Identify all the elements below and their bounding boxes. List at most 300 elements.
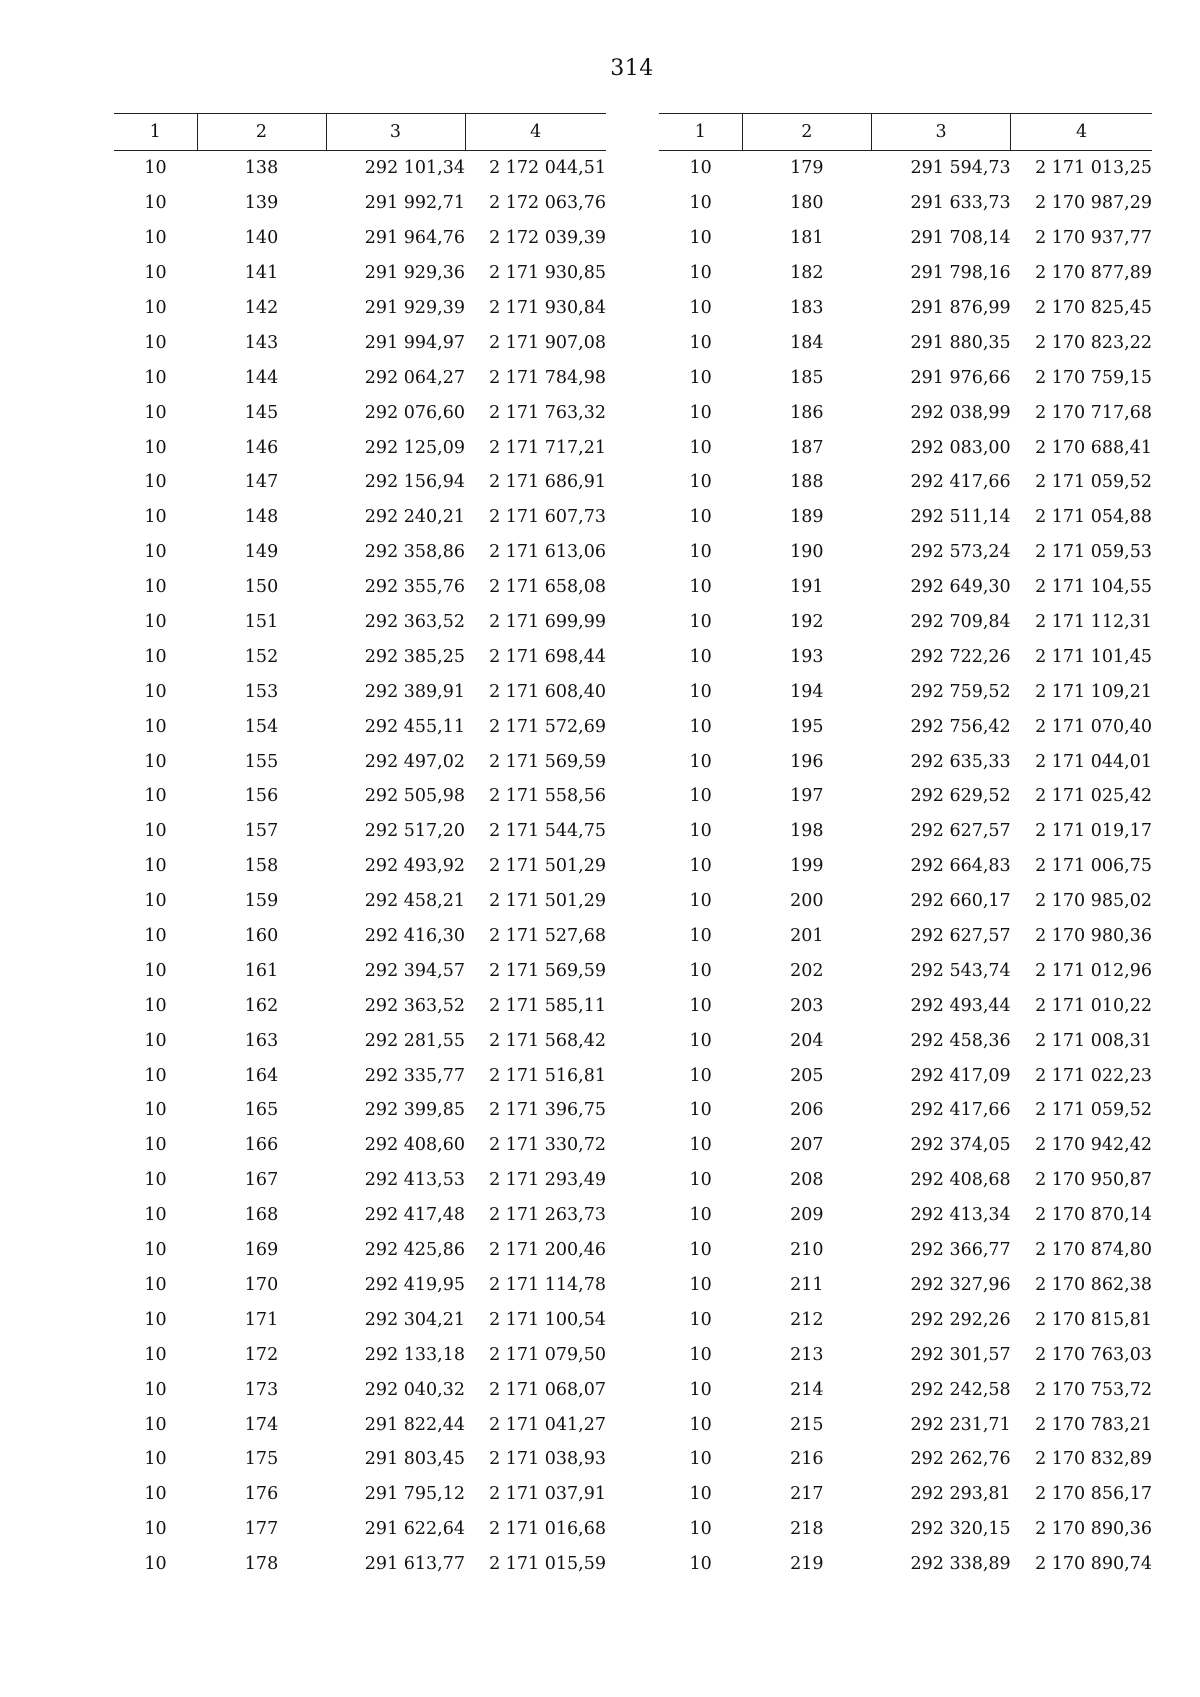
table-cell: 292 156,94 bbox=[364, 472, 465, 493]
table-row bbox=[114, 1023, 606, 1058]
table-row bbox=[659, 1268, 1152, 1303]
table-cell: 157 bbox=[244, 821, 279, 842]
table-row bbox=[114, 1302, 606, 1337]
table-cell: 164 bbox=[244, 1065, 279, 1086]
table-cell: 10 bbox=[144, 577, 167, 598]
table-cell: 10 bbox=[144, 1379, 167, 1400]
table-row bbox=[114, 325, 606, 360]
table-cell: 10 bbox=[689, 960, 712, 981]
table-cell: 2 171 200,46 bbox=[489, 1240, 606, 1261]
table-cell: 2 171 054,88 bbox=[1035, 507, 1152, 528]
table-cell: 188 bbox=[790, 472, 824, 493]
table-cell: 159 bbox=[244, 891, 279, 912]
table-cell: 292 335,77 bbox=[364, 1065, 465, 1086]
table-cell: 197 bbox=[790, 786, 824, 807]
table-cell: 291 994,97 bbox=[364, 332, 465, 353]
table-cell: 10 bbox=[689, 367, 712, 388]
table-cell: 292 242,58 bbox=[910, 1379, 1011, 1400]
table-cell: 183 bbox=[790, 298, 824, 318]
table-cell: 10 bbox=[689, 891, 712, 912]
table-cell: 291 708,14 bbox=[910, 228, 1011, 249]
table-cell: 211 bbox=[790, 1274, 824, 1295]
table-cell: 2 171 569,59 bbox=[489, 960, 606, 981]
table-cell: 2 171 930,85 bbox=[489, 263, 606, 284]
table-cell: 2 171 006,75 bbox=[1035, 856, 1152, 877]
table-cell: 2 171 025,42 bbox=[1035, 786, 1152, 807]
table-cell: 292 262,76 bbox=[910, 1449, 1011, 1470]
table-cell: 10 bbox=[144, 1100, 167, 1121]
table-cell: 292 133,18 bbox=[364, 1344, 465, 1365]
table-cell: 2 171 019,17 bbox=[1035, 821, 1152, 842]
table-cell: 291 880,35 bbox=[910, 332, 1011, 353]
table-cell: 10 bbox=[144, 646, 167, 667]
table-cell: 10 bbox=[144, 1030, 167, 1051]
table-cell: 209 bbox=[790, 1205, 824, 1226]
table-cell: 292 327,96 bbox=[910, 1274, 1011, 1295]
table-cell: 181 bbox=[790, 228, 824, 249]
table-cell: 2 172 063,76 bbox=[489, 193, 606, 214]
table-cell: 10 bbox=[689, 751, 712, 772]
table-cell: 10 bbox=[689, 1135, 712, 1156]
table-cell: 179 bbox=[790, 158, 824, 179]
table-cell: 10 bbox=[689, 681, 712, 702]
table-row bbox=[659, 256, 1152, 291]
table-row bbox=[114, 884, 606, 919]
table-row bbox=[114, 639, 606, 674]
table-row bbox=[114, 1547, 606, 1582]
table-header-row bbox=[114, 114, 606, 151]
table-row bbox=[659, 1302, 1152, 1337]
page-number: 314 bbox=[610, 56, 654, 81]
table-cell: 204 bbox=[790, 1030, 824, 1051]
table-cell: 10 bbox=[689, 1240, 712, 1261]
table-cell: 10 bbox=[144, 332, 167, 353]
table-cell: 291 803,45 bbox=[364, 1449, 465, 1470]
table-cell: 207 bbox=[790, 1135, 824, 1156]
table-cell: 292 038,99 bbox=[910, 402, 1011, 423]
table-cell: 10 bbox=[689, 1519, 712, 1540]
table-cell: 175 bbox=[244, 1449, 279, 1470]
table-cell: 150 bbox=[244, 577, 279, 598]
table-cell: 10 bbox=[689, 612, 712, 633]
table-row bbox=[114, 988, 606, 1023]
table-row bbox=[659, 814, 1152, 849]
table-cell: 2 171 698,44 bbox=[489, 646, 606, 667]
table-cell: 2 171 572,69 bbox=[489, 716, 606, 737]
table-header-row bbox=[659, 114, 1152, 151]
table-cell: 292 417,48 bbox=[364, 1205, 465, 1226]
table-cell: 2 171 608,40 bbox=[489, 681, 606, 702]
table-cell: 143 bbox=[244, 332, 279, 353]
table-cell: 292 664,83 bbox=[910, 856, 1011, 877]
table-cell: 292 505,98 bbox=[364, 786, 465, 807]
table-row bbox=[659, 151, 1152, 186]
table-cell: 153 bbox=[244, 681, 279, 702]
table-cell: 155 bbox=[244, 751, 279, 772]
table-cell: 291 822,44 bbox=[364, 1414, 465, 1435]
table-cell: 10 bbox=[144, 402, 167, 423]
table-cell: 2 171 658,08 bbox=[489, 577, 606, 598]
table-cell: 2 171 112,31 bbox=[1035, 612, 1152, 633]
table-cell: 10 bbox=[144, 367, 167, 388]
table-cell: 162 bbox=[244, 995, 279, 1016]
table-row bbox=[659, 988, 1152, 1023]
table-cell: 10 bbox=[144, 960, 167, 981]
table-cell: 10 bbox=[689, 298, 712, 318]
table-cell: 192 bbox=[790, 612, 824, 633]
table-row bbox=[659, 1372, 1152, 1407]
table-cell: 2 171 686,91 bbox=[489, 472, 606, 493]
table-cell: 10 bbox=[144, 856, 167, 877]
table-cell: 201 bbox=[790, 926, 824, 947]
table-cell: 2 171 114,78 bbox=[489, 1274, 606, 1295]
table-cell: 139 bbox=[244, 193, 279, 214]
table-cell: 292 320,15 bbox=[910, 1519, 1011, 1540]
table-row bbox=[659, 674, 1152, 709]
table-cell: 292 281,55 bbox=[364, 1030, 465, 1051]
table-cell: 10 bbox=[144, 1240, 167, 1261]
table-cell: 10 bbox=[144, 751, 167, 772]
table-cell: 292 355,76 bbox=[364, 577, 465, 598]
table-cell: 292 573,24 bbox=[910, 542, 1011, 563]
table-cell: 10 bbox=[144, 437, 167, 458]
table-cell: 154 bbox=[244, 716, 279, 737]
table-cell: 291 633,73 bbox=[910, 193, 1011, 214]
table-cell: 10 bbox=[689, 821, 712, 842]
table-cell: 292 240,21 bbox=[364, 507, 465, 528]
table-cell: 168 bbox=[244, 1205, 279, 1226]
table-row bbox=[114, 1268, 606, 1303]
table-cell: 198 bbox=[790, 821, 824, 842]
table-cell: 146 bbox=[244, 437, 279, 458]
table-cell: 10 bbox=[689, 1205, 712, 1226]
table-cell: 2 171 044,01 bbox=[1035, 751, 1152, 772]
table-cell: 185 bbox=[790, 367, 824, 388]
table-cell: 10 bbox=[689, 786, 712, 807]
table-cell: 158 bbox=[244, 856, 279, 877]
table-cell: 291 992,71 bbox=[364, 193, 465, 214]
table-cell: 10 bbox=[689, 856, 712, 877]
table-cell: 10 bbox=[689, 1170, 712, 1191]
table-row bbox=[659, 709, 1152, 744]
table-cell: 194 bbox=[790, 681, 824, 702]
table-cell: 10 bbox=[689, 402, 712, 423]
table-body-right bbox=[659, 151, 1152, 1582]
column-header: 4 bbox=[1011, 114, 1152, 151]
table-cell: 2 170 688,41 bbox=[1035, 437, 1152, 458]
table-cell: 208 bbox=[790, 1170, 824, 1191]
table-row bbox=[114, 919, 606, 954]
table-cell: 2 171 263,73 bbox=[489, 1205, 606, 1226]
table-cell: 10 bbox=[144, 1344, 167, 1365]
table-row bbox=[659, 639, 1152, 674]
table-row bbox=[114, 953, 606, 988]
table-cell: 10 bbox=[689, 646, 712, 667]
table-cell: 2 171 396,75 bbox=[489, 1100, 606, 1121]
table-cell: 144 bbox=[244, 367, 279, 388]
table-row bbox=[659, 186, 1152, 221]
table-cell: 10 bbox=[689, 1065, 712, 1086]
table-cell: 193 bbox=[790, 646, 824, 667]
table-cell: 2 170 985,02 bbox=[1035, 891, 1152, 912]
table-cell: 2 170 890,36 bbox=[1035, 1519, 1152, 1540]
table-cell: 200 bbox=[790, 891, 824, 912]
table-cell: 292 416,30 bbox=[364, 926, 465, 947]
table-cell: 10 bbox=[689, 228, 712, 249]
table-cell: 2 171 059,53 bbox=[1035, 542, 1152, 563]
table-cell: 292 543,74 bbox=[910, 960, 1011, 981]
table-cell: 292 292,26 bbox=[910, 1309, 1011, 1330]
table-cell: 2 171 613,06 bbox=[489, 542, 606, 563]
table-row bbox=[114, 1233, 606, 1268]
table-cell: 10 bbox=[689, 1379, 712, 1400]
table-cell: 2 170 942,42 bbox=[1035, 1135, 1152, 1156]
table-cell: 10 bbox=[689, 1274, 712, 1295]
table-cell: 10 bbox=[144, 681, 167, 702]
table-cell: 2 170 890,74 bbox=[1035, 1554, 1152, 1575]
table-cell: 215 bbox=[790, 1414, 824, 1435]
table-cell: 148 bbox=[244, 507, 279, 528]
table-cell: 177 bbox=[244, 1519, 279, 1540]
table-cell: 291 795,12 bbox=[364, 1484, 465, 1505]
table-cell: 291 613,77 bbox=[364, 1554, 465, 1575]
table-cell: 2 171 544,75 bbox=[489, 821, 606, 842]
table-cell: 2 171 501,29 bbox=[489, 856, 606, 877]
table-cell: 2 171 699,99 bbox=[489, 612, 606, 633]
table-row bbox=[114, 151, 606, 186]
table-row bbox=[659, 1337, 1152, 1372]
table-cell: 292 627,57 bbox=[910, 821, 1011, 842]
table-cell: 2 170 825,45 bbox=[1035, 298, 1152, 318]
table-cell: 2 170 815,81 bbox=[1035, 1309, 1152, 1330]
table-cell: 2 171 907,08 bbox=[489, 332, 606, 353]
table-cell: 292 338,89 bbox=[910, 1554, 1011, 1575]
table-cell: 210 bbox=[790, 1240, 824, 1261]
table-cell: 151 bbox=[244, 612, 279, 633]
column-header: 2 bbox=[197, 114, 326, 151]
table-cell: 10 bbox=[689, 1344, 712, 1365]
table-cell: 2 171 527,68 bbox=[489, 926, 606, 947]
table-cell: 2 171 784,98 bbox=[489, 367, 606, 388]
table-cell: 292 413,53 bbox=[364, 1170, 465, 1191]
table-cell: 10 bbox=[144, 228, 167, 249]
table-cell: 165 bbox=[244, 1100, 279, 1121]
table-cell: 2 172 044,51 bbox=[489, 158, 606, 179]
table-cell: 2 171 717,21 bbox=[489, 437, 606, 458]
table-cell: 2 170 877,89 bbox=[1035, 263, 1152, 284]
table-cell: 141 bbox=[244, 263, 279, 284]
table-row bbox=[659, 779, 1152, 814]
table-cell: 292 517,20 bbox=[364, 821, 465, 842]
table-row bbox=[114, 779, 606, 814]
table-row bbox=[114, 1477, 606, 1512]
table-cell: 292 040,32 bbox=[364, 1379, 465, 1400]
table-cell: 2 170 753,72 bbox=[1035, 1379, 1152, 1400]
table-cell: 10 bbox=[689, 1030, 712, 1051]
table-cell: 2 171 059,52 bbox=[1035, 1100, 1152, 1121]
table-cell: 292 493,92 bbox=[364, 856, 465, 877]
table-cell: 10 bbox=[689, 542, 712, 563]
table-cell: 160 bbox=[244, 926, 279, 947]
table-cell: 2 171 008,31 bbox=[1035, 1030, 1152, 1051]
table-cell: 156 bbox=[244, 786, 279, 807]
table-row bbox=[114, 814, 606, 849]
table-row bbox=[659, 1477, 1152, 1512]
table-cell: 187 bbox=[790, 437, 824, 458]
table-row bbox=[114, 291, 606, 326]
table-row bbox=[114, 256, 606, 291]
table-cell: 292 458,36 bbox=[910, 1030, 1011, 1051]
table-cell: 292 425,86 bbox=[364, 1240, 465, 1261]
table-row bbox=[659, 535, 1152, 570]
table-row bbox=[114, 605, 606, 640]
table-cell: 292 125,09 bbox=[364, 437, 465, 458]
table-cell: 292 101,34 bbox=[364, 158, 465, 179]
table-cell: 10 bbox=[144, 1519, 167, 1540]
table-cell: 152 bbox=[244, 646, 279, 667]
table-cell: 10 bbox=[144, 1414, 167, 1435]
table-cell: 2 170 832,89 bbox=[1035, 1449, 1152, 1470]
table-cell: 291 929,36 bbox=[364, 263, 465, 284]
table-cell: 196 bbox=[790, 751, 824, 772]
table-cell: 292 231,71 bbox=[910, 1414, 1011, 1435]
table-cell: 2 171 330,72 bbox=[489, 1135, 606, 1156]
table-row bbox=[114, 1442, 606, 1477]
table-cell: 2 170 717,68 bbox=[1035, 402, 1152, 423]
table-row bbox=[114, 1163, 606, 1198]
table-row bbox=[114, 709, 606, 744]
table-cell: 2 170 937,77 bbox=[1035, 228, 1152, 249]
table-cell: 2 171 501,29 bbox=[489, 891, 606, 912]
table-row bbox=[659, 884, 1152, 919]
table-cell: 2 171 015,59 bbox=[489, 1554, 606, 1575]
table-cell: 10 bbox=[144, 1065, 167, 1086]
table-cell: 10 bbox=[144, 1309, 167, 1330]
coordinates-table-left bbox=[114, 113, 606, 1582]
table-cell: 149 bbox=[244, 542, 279, 563]
table-cell: 163 bbox=[244, 1030, 279, 1051]
table-cell: 292 304,21 bbox=[364, 1309, 465, 1330]
column-header: 3 bbox=[326, 114, 465, 151]
table-cell: 2 170 823,22 bbox=[1035, 332, 1152, 353]
table-cell: 292 374,05 bbox=[910, 1135, 1011, 1156]
table-cell: 2 170 862,38 bbox=[1035, 1274, 1152, 1295]
table-cell: 10 bbox=[689, 193, 712, 214]
table-row bbox=[659, 953, 1152, 988]
table-cell: 292 455,11 bbox=[364, 716, 465, 737]
table-cell: 2 170 783,21 bbox=[1035, 1414, 1152, 1435]
table-cell: 2 170 950,87 bbox=[1035, 1170, 1152, 1191]
table-cell: 292 417,66 bbox=[910, 472, 1011, 493]
table-cell: 205 bbox=[790, 1065, 824, 1086]
table-cell: 292 629,52 bbox=[910, 786, 1011, 807]
table-cell: 147 bbox=[244, 472, 279, 493]
table-cell: 10 bbox=[689, 716, 712, 737]
table-cell: 291 798,16 bbox=[910, 263, 1011, 284]
table-cell: 292 649,30 bbox=[910, 577, 1011, 598]
table-cell: 217 bbox=[790, 1484, 824, 1505]
table-cell: 10 bbox=[689, 1309, 712, 1330]
table-cell: 10 bbox=[144, 542, 167, 563]
table-cell: 174 bbox=[244, 1414, 279, 1435]
table-row bbox=[114, 395, 606, 430]
table-cell: 292 627,57 bbox=[910, 926, 1011, 947]
table-cell: 170 bbox=[244, 1274, 279, 1295]
table-cell: 213 bbox=[790, 1344, 824, 1365]
table-cell: 2 171 079,50 bbox=[489, 1344, 606, 1365]
table-cell: 10 bbox=[689, 263, 712, 284]
table-cell: 292 660,17 bbox=[910, 891, 1011, 912]
table-cell: 10 bbox=[144, 1449, 167, 1470]
table-cell: 292 399,85 bbox=[364, 1100, 465, 1121]
table-cell: 2 171 101,45 bbox=[1035, 646, 1152, 667]
table-cell: 292 722,26 bbox=[910, 646, 1011, 667]
table-cell: 10 bbox=[144, 716, 167, 737]
table-cell: 2 171 038,93 bbox=[489, 1449, 606, 1470]
table-cell: 2 170 856,17 bbox=[1035, 1484, 1152, 1505]
table-cell: 292 497,02 bbox=[364, 751, 465, 772]
table-cell: 203 bbox=[790, 995, 824, 1016]
table-cell: 202 bbox=[790, 960, 824, 981]
table-row bbox=[114, 849, 606, 884]
column-header: 3 bbox=[871, 114, 1010, 151]
table-cell: 2 170 759,15 bbox=[1035, 367, 1152, 388]
table-cell: 10 bbox=[689, 1449, 712, 1470]
table-row bbox=[659, 1023, 1152, 1058]
table-row bbox=[114, 1407, 606, 1442]
table-cell: 292 363,52 bbox=[364, 612, 465, 633]
table-cell: 292 394,57 bbox=[364, 960, 465, 981]
table-cell: 166 bbox=[244, 1135, 279, 1156]
table-cell: 292 366,77 bbox=[910, 1240, 1011, 1261]
table-cell: 167 bbox=[244, 1170, 279, 1191]
table-cell: 292 493,44 bbox=[910, 995, 1011, 1016]
table-cell: 10 bbox=[689, 926, 712, 947]
table-cell: 292 064,27 bbox=[364, 367, 465, 388]
table-cell: 182 bbox=[790, 263, 824, 284]
table-row bbox=[114, 1128, 606, 1163]
table-cell: 291 929,39 bbox=[364, 298, 465, 318]
table-row bbox=[659, 1547, 1152, 1582]
table-row bbox=[114, 186, 606, 221]
table-row bbox=[114, 500, 606, 535]
table-cell: 172 bbox=[244, 1344, 279, 1365]
table-cell: 292 385,25 bbox=[364, 646, 465, 667]
table-cell: 10 bbox=[144, 891, 167, 912]
table-cell: 10 bbox=[144, 1170, 167, 1191]
table-cell: 2 171 930,84 bbox=[489, 298, 606, 318]
table-cell: 2 171 012,96 bbox=[1035, 960, 1152, 981]
table-cell: 178 bbox=[244, 1554, 279, 1575]
table-cell: 212 bbox=[790, 1309, 824, 1330]
table-body-left bbox=[114, 151, 606, 1582]
table-cell: 206 bbox=[790, 1100, 824, 1121]
table-cell: 10 bbox=[144, 926, 167, 947]
table-row bbox=[659, 570, 1152, 605]
table-row bbox=[659, 500, 1152, 535]
table-row bbox=[659, 1093, 1152, 1128]
table-cell: 216 bbox=[790, 1449, 824, 1470]
coordinates-table-right bbox=[659, 113, 1152, 1582]
table-cell: 292 301,57 bbox=[910, 1344, 1011, 1365]
table-row bbox=[114, 744, 606, 779]
table-cell: 2 171 558,56 bbox=[489, 786, 606, 807]
table-row bbox=[114, 535, 606, 570]
table-cell: 10 bbox=[144, 507, 167, 528]
table-row bbox=[114, 1337, 606, 1372]
table-row bbox=[659, 395, 1152, 430]
table-cell: 10 bbox=[144, 472, 167, 493]
